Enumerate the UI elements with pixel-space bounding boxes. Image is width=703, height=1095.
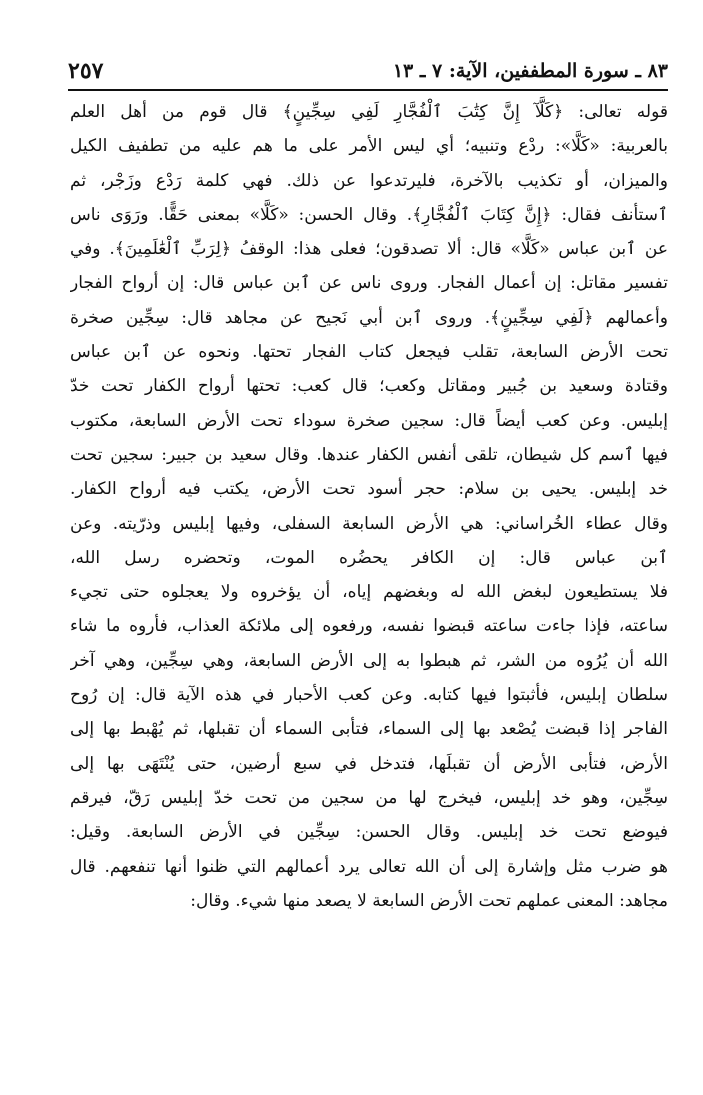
page-number: ٢٥٧	[68, 58, 104, 84]
text-line: تفسير مقاتل: إن أعمال الفجار. وروى ناس عن ٱبن عباس قال: إن أرواح الفجار	[70, 273, 668, 294]
text-line: وقتادة وسعيد بن جُبير ومقاتل وكعب؛ قال كعب: تحتها أرواح الكفار تحت خدّ	[70, 376, 668, 397]
text-line: هو ضرب مثل وإشارة إلى أن الله تعالى يرد أعمالهم التي ظنوا أنها تنفعهم. قال	[70, 856, 668, 877]
text-line: والميزان، أو تكذيب بالآخرة، فليرتدعوا عن ذلك. فهي كلمة رَدْع وزَجْر، ثم	[70, 170, 668, 191]
text-line: فيها ٱسم كل شيطان، تلقى أنفس الكفار عندها. وقال سعيد بن جبير: سجين تحت	[70, 444, 668, 465]
text-line: ساعته، فإذا جاءت ساعته قبضوا نفسه، ورفعوه إلى ملائكة العذاب، فأروه ما شاء	[70, 616, 668, 637]
text-line: خد إبليس. يحيى بن سلام: حجر أسود تحت الأرض، يكتب فيه أرواح الكفار.	[70, 479, 668, 500]
text-line: فلا يستطيعون لبغض الله له وبغضهم إياه، أن يؤخروه ولا يعجلوه حتى تجيء	[70, 582, 668, 603]
text-line: تحت الأرض السابعة، تقلب فيجعل كتاب الفجار تحتها. ونحوه عن ٱبن عباس	[70, 342, 668, 363]
text-line: إبليس. وعن كعب أيضاً قال: سجين صخرة سوداء تحت الأرض السابعة، مكتوب	[70, 410, 668, 431]
text-line: سلطان إبليس، فأثبتوا فيها كتابه. وعن كعب الأحبار في هذه الآية قال: إن رُوح	[70, 685, 668, 706]
text-line: الله أن يُرُوه من الشر، ثم هبطوا به إلى الأرض السابعة، وهي سِجِّين، وهي آخر	[70, 650, 668, 671]
text-line: وقال عطاء الخُراساني: هي الأرض السابعة السفلى، وفيها إبليس وذرّيته. وعن	[70, 513, 668, 534]
text-line: وأعمالهم ﴿لَفِي سِجِّينٍ﴾. وروى ٱبن أبي نَجيح عن مجاهد قال: سِجِّين صخرة	[70, 307, 668, 328]
text-line: الفاجر إذا قبضت يُصْعد بها إلى السماء، فتأبى السماء أن تقبلها، ثم يُهْبط بها إلى	[70, 719, 668, 740]
text-line: الأرض، فتأبى الأرض أن تقبلَها، فتدخل في سبع أرضين، حتى يُنْتَهَى بها إلى	[70, 753, 668, 774]
text-line: ٱبن عباس قال: إن الكافر يحضُره الموت، وتحضره رسل الله،	[70, 547, 668, 568]
text-line: قوله تعالى: ﴿كَلَّآ إِنَّ كِتَٰبَ ٱلْفُجَّارِ لَفِي سِجِّينٍ﴾ قال قوم من أهل العلم	[70, 102, 668, 122]
text-line: ٱستأنف فقال: ﴿إِنَّ كِتَابَ ٱلْفُجَّارِ﴾. وقال الحسن: «كَلَّا» بمعنى حَقًّا. ورَوَى ناس	[70, 204, 668, 225]
text-line: فيوضع تحت خد إبليس. وقال الحسن: سِجِّين في الأرض السابعة. وقيل:	[70, 822, 668, 843]
page-header	[68, 58, 668, 88]
body-text	[70, 95, 668, 918]
running-title: ٨٣ ـ سورة المطففين، الآية: ٧ ـ ١٣	[392, 60, 668, 82]
text-line: بالعربية: «كَلَّا»: ردْع وتنبيه؛ أي ليس الأمر على ما هم عليه من تطفيف الكيل	[70, 136, 668, 157]
text-line: مجاهد: المعنى عملهم تحت الأرض السابعة لا يصعد منها شيء. وقال:	[190, 890, 668, 911]
text-line: عن ٱبن عباس «كَلَّا» قال: ألا تصدقون؛ فعلى هذا: الوقفُ ﴿لِرَبِّ ٱلْعَٰلَمِينَ﴾. وفي	[70, 239, 668, 260]
text-line: سِجِّين، وهو خد إبليس، فيخرج لها من سجين من تحت خدّ إبليس رَقّ، فيرقم	[70, 787, 668, 808]
header-rule	[68, 89, 668, 91]
